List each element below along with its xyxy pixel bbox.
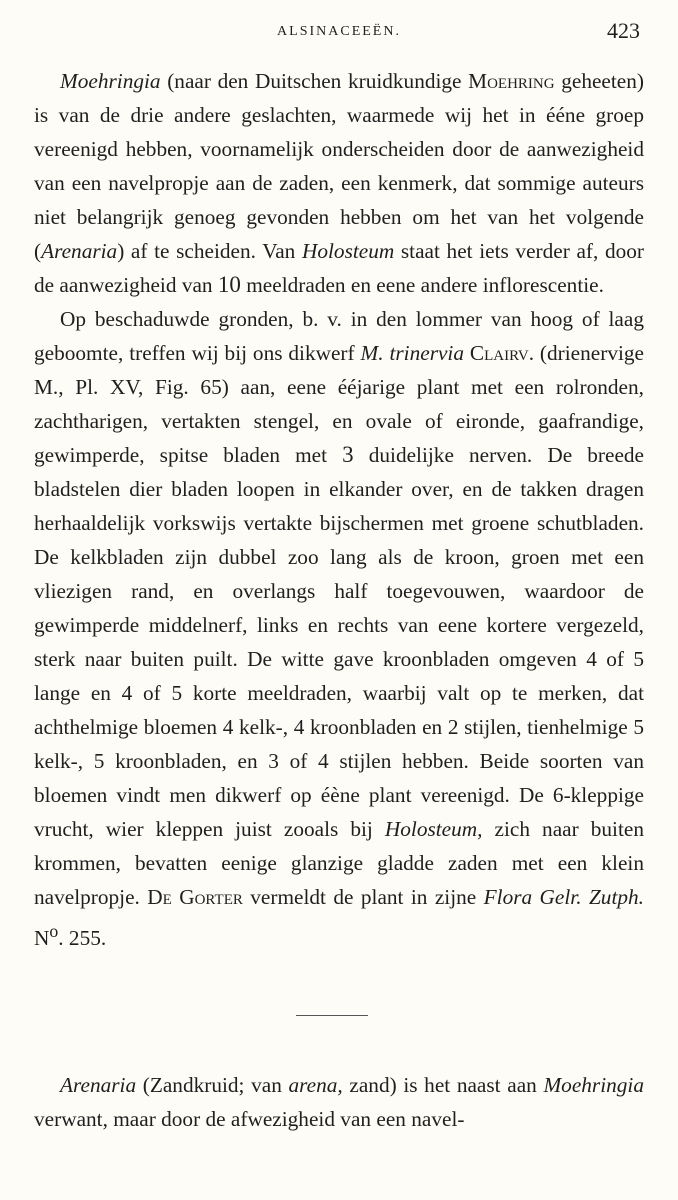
text-span: Op beschaduwde gronden, b. v. in den lommer van hoog of laag geboomte, treffen wij bij ons dikwerf xyxy=(34,307,644,365)
text-span: staat het iets verder af, door de aanwezigheid van xyxy=(34,239,644,297)
running-head: ALSINACEEËN. xyxy=(277,24,401,39)
text-span: (Zandkruid; van xyxy=(136,1073,289,1097)
text-span: (naar den Duitschen kruidkundige xyxy=(160,69,469,93)
text-span: N xyxy=(34,926,50,951)
page-number: 423 xyxy=(607,18,640,43)
book-title: Flora Gelr. Zutph. xyxy=(483,885,644,909)
book-page xyxy=(34,0,644,1200)
text-span: (drienervige M., Pl. XV, Fig. 65) aan, eene ééjarige plant met een rolronden, zachtharigen, vertakten stengel, en ovale of eironde, gaafrandige, gewimperde, spitse bladen met xyxy=(34,341,644,467)
genus-name: Holosteum xyxy=(301,239,395,263)
text-span: verwant, maar door de afwezigheid van een navel- xyxy=(34,1107,465,1131)
section-divider xyxy=(296,1015,368,1016)
number: 3 xyxy=(342,442,354,467)
genus-name: Holosteum, xyxy=(384,817,483,841)
latin-word: arena, xyxy=(288,1073,343,1097)
page-header xyxy=(34,18,644,48)
text-span: vermeldt de plant in zijne xyxy=(242,885,484,909)
genus-name: Arenaria xyxy=(41,239,118,263)
text-span: ) af te scheiden. Van xyxy=(117,239,302,263)
paragraph-trinervia xyxy=(34,302,644,955)
text-span: geheeten) is van de drie andere geslachten, waarmede wij het in ééne groep vereenigd hebben, voornamelijk onderscheiden door de aanwezigheid van een navelpropje aan de zaden, een kenmerk, dat sommige auteurs niet belangrijk genoeg gevonden hebben om het van het volgende ( xyxy=(34,69,644,263)
genus-name: Arenaria xyxy=(60,1073,137,1097)
species-name: M. trinervia xyxy=(360,341,464,365)
main-text xyxy=(34,64,644,955)
author-name: Clairv. xyxy=(469,341,535,365)
superscript: o xyxy=(49,921,59,941)
genus-name: Moehringia xyxy=(60,69,161,93)
author-name: De Gorter xyxy=(147,885,243,909)
genus-name: Moehringia xyxy=(543,1073,644,1097)
number: 10 xyxy=(217,272,241,297)
main-text-continued xyxy=(34,1068,644,1136)
text-span: meeldraden en eene andere inflorescentie. xyxy=(240,273,604,297)
paragraph-moehringia xyxy=(34,64,644,302)
text-span: zich naar buiten krommen, bevatten eenige glanzige gladde zaden met een klein navelpropje. xyxy=(34,817,644,909)
text-span: duidelijke nerven. De breede bladstelen dier bladen loopen in elkander over, en de takken dragen herhaaldelijk vorkswijs vertakte bijschermen met groene schutbladen. De kelkbladen zijn dubbel zoo lang als de kroon, groen met een vliezigen rand, en overlangs half toegevouwen, waardoor de gewimperde middelnerf, links en rechts van eene kortere vergezeld, sterk naar buiten puilt. De witte gave kroonbladen omgeven 4 of 5 lange en 4 of 5 korte meeldraden, waarbij valt op te merken, dat achthelmige bloemen 4 kelk-, 4 kroonbladen en 2 stijlen, tienhelmige 5 kelk-, 5 kroonbladen, en 3 of 4 stijlen hebben. Beide soorten van bloemen vindt men dikwerf op éène plant vereenigd. De 6-kleppige vrucht, wier kleppen juist zooals bij xyxy=(34,443,644,841)
text-span: zand) is het naast aan xyxy=(342,1073,544,1097)
author-name: Moehring xyxy=(468,69,555,93)
text-span: . 255. xyxy=(58,926,107,951)
paragraph-arenaria xyxy=(34,1068,644,1136)
